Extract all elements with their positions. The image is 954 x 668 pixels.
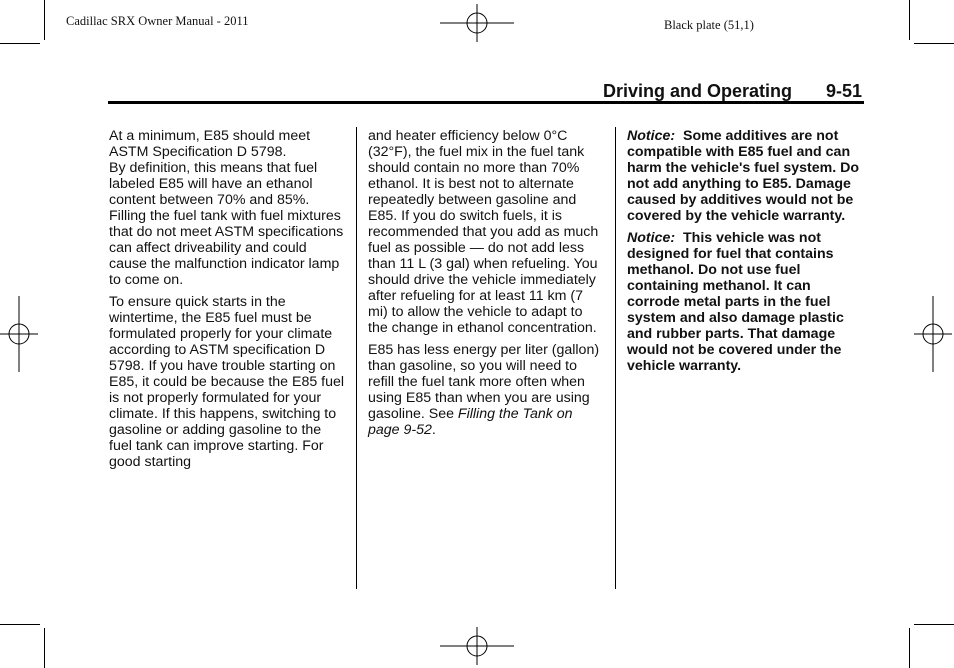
crop-mark bbox=[914, 624, 954, 625]
paragraph-text: E85 has less energy per liter (gallon) than gasoline, so you will need to refill the fuel tank more often when using E85 than when you are using gasoline. See bbox=[368, 342, 600, 422]
paragraph: To ensure quick starts in the wintertime, the E85 fuel must be formulated properly for your climate according to ASTM specification D 5798. If you have trouble starting on E85, it could be because the E85 fuel is not properly formulated for your climate. If this happens, switching to gasoline or adding gasoline to the fuel tank can improve starting. For good starting bbox=[109, 294, 345, 470]
notice-paragraph bbox=[627, 230, 863, 374]
crop-mark bbox=[909, 628, 910, 668]
registration-mark-icon bbox=[0, 296, 38, 372]
header-rule bbox=[108, 101, 864, 104]
crop-mark bbox=[0, 624, 40, 625]
crop-mark bbox=[909, 0, 910, 40]
paragraph: and heater efficiency below 0°C (32°F), the fuel mix in the fuel tank should contain no more than 70% ethanol. It is best not to alternate repeatedly between gasoline and E85. If you do switch fuels, it is recommended that you add as much fuel as possible — do not add less than 11 L (3 gal) when refueling. You should drive the vehicle immediately after refueling for at least 11 km (7 mi) to allow the vehicle to adapt to the change in ethanol concentration. bbox=[368, 128, 599, 336]
page-number: 9-51 bbox=[826, 81, 863, 101]
crop-mark bbox=[0, 43, 40, 44]
crop-mark bbox=[914, 43, 954, 44]
column-1 bbox=[109, 128, 345, 476]
notice-text: This vehicle was not designed for fuel that contains methanol. Do not use fuel containing methanol. It can corrode metal parts in the fuel system and also damage plastic and rubber parts. That damage would not be covered under the vehicle warranty. bbox=[627, 230, 844, 374]
paragraph: By definition, this means that fuel labeled E85 will have an ethanol content between 70% and 85%. Filling the fuel tank with fuel mixtures that do not meet ASTM specifications can affect driveability and could cause the malfunction indicator lamp to come on. bbox=[109, 160, 344, 288]
notice-label: Notice: bbox=[627, 128, 676, 144]
paragraph bbox=[368, 342, 604, 438]
plate-label: Black plate (51,1) bbox=[664, 18, 754, 32]
notice-paragraph bbox=[627, 128, 863, 224]
cross-reference-link[interactable]: Filling the Tank on page 9-52 bbox=[368, 406, 573, 438]
column-3 bbox=[627, 128, 863, 380]
column-2 bbox=[368, 128, 604, 444]
crop-mark bbox=[44, 628, 45, 668]
manual-title: Cadillac SRX Owner Manual - 2011 bbox=[66, 14, 249, 28]
crop-mark bbox=[44, 0, 45, 40]
registration-mark-icon bbox=[914, 296, 952, 372]
notice-text: Some additives are not compatible with E85 fuel and can harm the vehicle's fuel system. Do not add anything to E85. Damage caused by additives would not be covered by the vehicle warranty. bbox=[627, 128, 860, 224]
paragraph: At a minimum, E85 should meet ASTM Specification D 5798. bbox=[109, 128, 311, 160]
paragraph-end: . bbox=[431, 422, 436, 438]
registration-mark-icon bbox=[440, 4, 514, 42]
column-divider bbox=[615, 127, 616, 589]
registration-mark-icon bbox=[440, 627, 514, 665]
column-divider bbox=[356, 127, 357, 589]
notice-label: Notice: bbox=[627, 230, 676, 246]
section-title: Driving and Operating bbox=[603, 81, 793, 101]
